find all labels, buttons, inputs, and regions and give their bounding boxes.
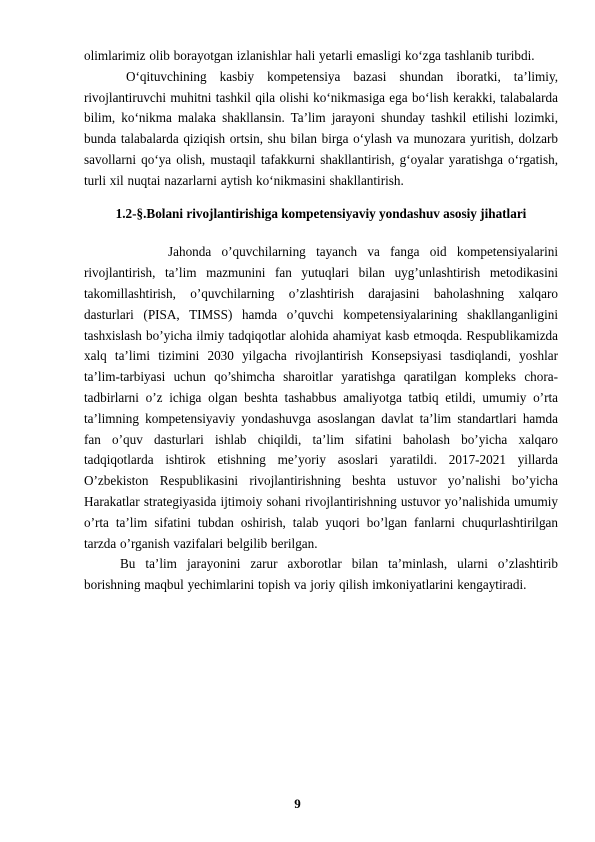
- paragraph-continuation: olimlarimiz olib borayotgan izlanishlar hali yetarli emasligi ko‘zga tashlanib turibdi.: [84, 48, 535, 63]
- section-heading: 1.2-§.Bolani rivojlantirishiga kompetensiyaviy yondashuv asosiy jihatlari: [115, 205, 527, 221]
- document-page: [84, 46, 558, 596]
- paragraph-conclusion: Bu ta’lim jarayonini zarur axborotlar bilan ta’minlash, ularni o’zlashtirib borishning maqbul yechimlarini topish va joriy qilish imkoniyatlarini kengaytiradi.: [84, 556, 558, 593]
- paragraph-teacher-competence: O‘qituvchining kasbiy kompetensiya bazasi shundan iboratki, ta’limiy, rivojlantiruvchi muhitni tashkil qila olishi ko‘nikmasiga ega bo‘lish kerakki, talabalarda bilim, ko‘nikma malaka shakllansin. Ta’lim jarayoni shunday tashkil etilishi lozimki, bunda talabalarda qiziqish ortsin, shu bilan birga o‘ylash va munozara yuritish, dolzarb savollarni qo‘ya olish, mustaqil tafakkurni shakllantirish, g‘oyalar yaratishga o‘rgatish, turli xil nuqtai nazarlarni aytish ko‘nikmasini shakllantirish.: [84, 68, 558, 188]
- page-number: 9: [294, 796, 301, 811]
- paragraph-international-context: Jahonda o’quvchilarning tayanch va fanga oid kompetensiyalarini rivojlantirish, ta’lim mazmunini fan yutuqlari bilan uyg’unlashtirish metodikasini takomillashtirish, o’quvchilarning o’zlashtirish darajasini baholashning xalqaro dasturlari (PISA, TIMSS) hamda o’quvchi kompetensiyalarining shakllanganligini tashxislash bo’yicha ilmiy tadqiqotlar alohida ahamiyat kasb etmoqda. Respublikamizda xalq ta’limi tizimini 2030 yilgacha rivojlantirish Konsepsiyasi tasdiqlandi, yoshlar ta’lim-tarbiyasi uchun qo’shimcha sharoitlar yaratishga qaratilgan kompleks chora-tadbirlarni o’z ichiga olgan beshta tashabbus amaliyotga tatbiq etildi, umumiy o’rta ta’limning kompetensiyaviy yondashuvga asoslangan davlat ta’lim standartlari hamda fan o’quv dasturlari ishlab chiqildi, ta’lim sifatini baholash bo’yicha xalqaro tadqiqotlarda ishtirok etishning me’yoriy asoslari yaratildi. 2017-2021 yillarda O’zbekiston Respublikasini rivojlantirishning beshta ustuvor yo’nalishi bo’yicha Harakatlar strategiyasida ijtimoiy sohani rivojlantirishning ustuvor yo’nalishida umumiy o’rta ta’lim sifatini tubdan oshirish, talab yuqori bo’lgan fanlarni chuqurlashtirilgan tarzda o’rganish vazifalari belgilib berilgan.: [84, 244, 558, 551]
